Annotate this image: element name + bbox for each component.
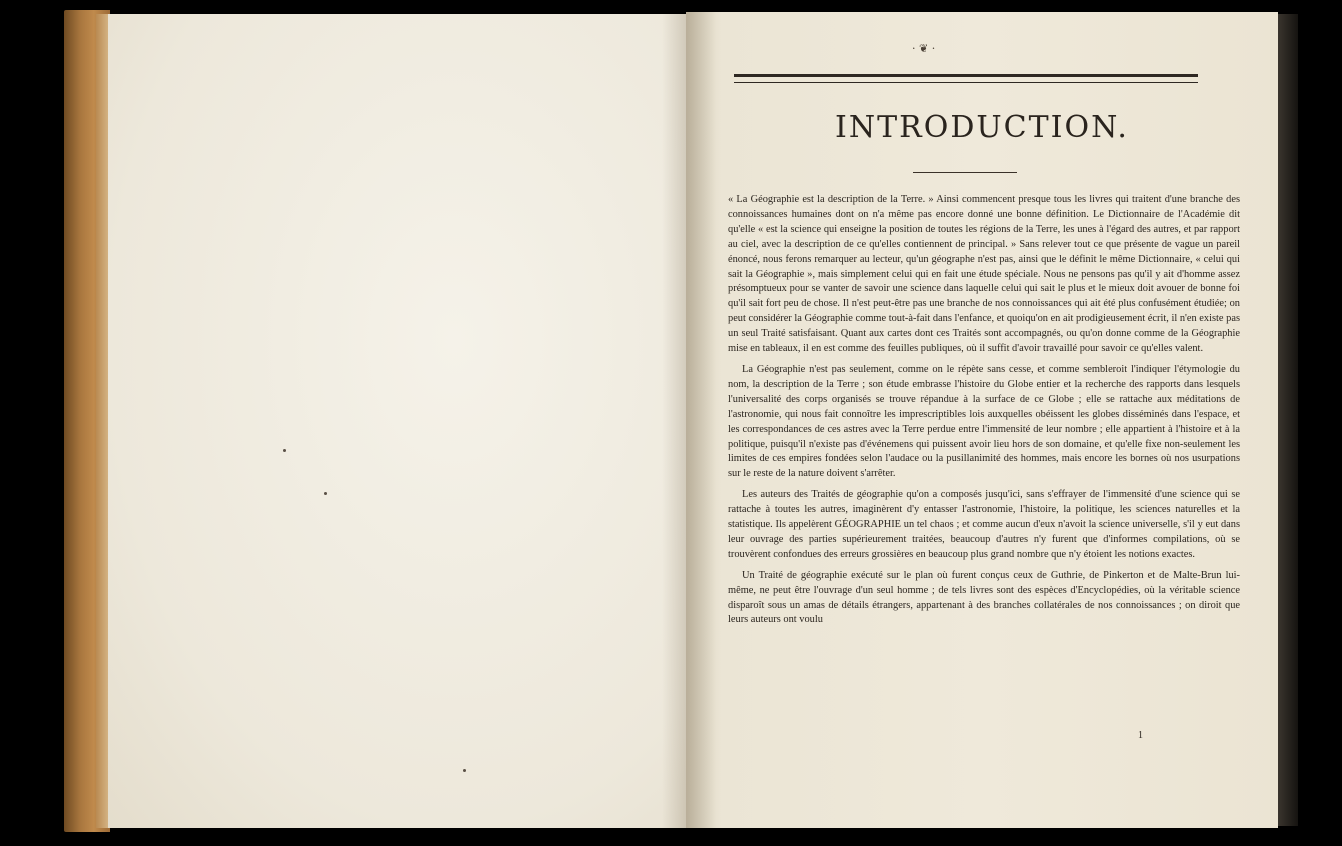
paragraph-3: Les auteurs des Traités de géographie qu'on a composés jusqu'ici, sans s'effrayer de l'immensité d'une science qui se rattache à toutes les autres, imaginèrent d'y entasser l'astronomie, l'histoire, la politique, les sciences naturelles et la statistique. Ils appelèrent GÉOGRAPHIE un tel chaos ; et comme aucun d'eux n'avoit la science universelle, s'il y eut dans leur ouvrage des parties supérieurement traitées, beaucoup d'autres n'y furent que d'informes compilations, où se trouvèrent confondues des erreurs grossières en beaucoup plus grand nombre que n'y étoient les notions exactes. bbox=[728, 489, 1240, 560]
left-page-gutter-shadow bbox=[662, 14, 686, 828]
page-number: 1 bbox=[1138, 730, 1143, 741]
paper-speck bbox=[463, 769, 466, 772]
book-cover-right-edge bbox=[1278, 14, 1298, 826]
page-title: INTRODUCTION. bbox=[835, 110, 1129, 145]
paper-speck bbox=[324, 492, 327, 495]
paper-speck bbox=[283, 449, 286, 452]
title-underline-rule bbox=[913, 172, 1017, 173]
body-text bbox=[728, 193, 1240, 634]
paragraph-2: La Géographie n'est pas seulement, comme on le répète sans cesse, et comme sembleroit l'indiquer l'étymologie du nom, la description de la Terre ; son étude embrasse l'histoire du Globe entier et la recherche des rapports dans lesquels l'universalité des corps organisés se trouve répandue à la surface de ce Globe ; elle se rattache aux méditations de l'astronomie, qui nous fait connoître les imprescriptibles lois auxquelles obéissent les globes disséminés dans l'espace, et les correspondances de ces astres avec la Terre perdue entre l'immensité de leur nombre ; elle appartient à l'histoire et à la politique, puisqu'il n'existe pas d'événemens qui puissent avoir lieu hors de son domaine, et qu'elle fixe non-seulement les limites de ces empires fondées selon l'audace ou la pusillanimité des hommes, mais encore les bornes où nos usurpations sur le reste de la nature doivent s'arrêter. bbox=[728, 363, 1240, 480]
header-rule-thick bbox=[734, 74, 1198, 77]
right-text-page bbox=[686, 12, 1278, 828]
header-ornament: · ❦ · bbox=[912, 42, 936, 55]
paragraph-4: Un Traité de géographie exécuté sur le plan où furent conçus ceux de Guthrie, de Pinkerton et de Malte-Brun lui-même, ne peut être l'ouvrage d'un seul homme ; de tels livres sont des espèces d'Encyclopédies, où la véritable science disparoît sous un amas de détails étrangers, appartenant à des branches collatérales de nos connoissances ; on diroit que leurs auteurs ont voulu bbox=[728, 569, 1240, 626]
paragraph-1: « La Géographie est la description de la Terre. » Ainsi commencent presque tous les livres qui traitent d'une branche des connoissances humaines dont on n'a même pas encore donné une bonne définition. Le Dictionnaire de l'Académie dit qu'elle « est la science qui enseigne la position de toutes les régions de la Terre, les unes à l'égard des autres, et par rapport au ciel, avec la description de ce qu'elles contiennent de principal. » Sans relever tout ce que présente de vague un pareil énoncé, nous ferons remarquer au lecteur, qu'un géographe n'est pas, ainsi que le définit le même Dictionnaire, « celui qui sait la Géographie », mais simplement celui qui en fait une étude spéciale. Nous ne pensons pas qu'il y ait d'homme assez présomptueux pour se vanter de savoir une science dans laquelle celui qui sait le plus et le mieux doit avouer de bonne foi qu'il sait fort peu de chose. Il n'est peut-être pas une branche de nos connoissances qui ait été plus confusément étudiée; on peut considérer la Géographie comme tout-à-fait dans l'enfance, et quoiqu'on en ait prodigieusement écrit, il n'en existe pas un seul Traité satisfaisant. Quant aux cartes dont ces Traités sont accompagnés, ou qu'on donne comme de la Géographie mise en tableaux, il en est comme des feuilles publiques, où il suffit d'avoir travaillé pour savoir ce qu'elles valent. bbox=[728, 194, 1240, 355]
left-blank-page bbox=[108, 14, 686, 828]
header-rule-thin bbox=[734, 82, 1198, 83]
